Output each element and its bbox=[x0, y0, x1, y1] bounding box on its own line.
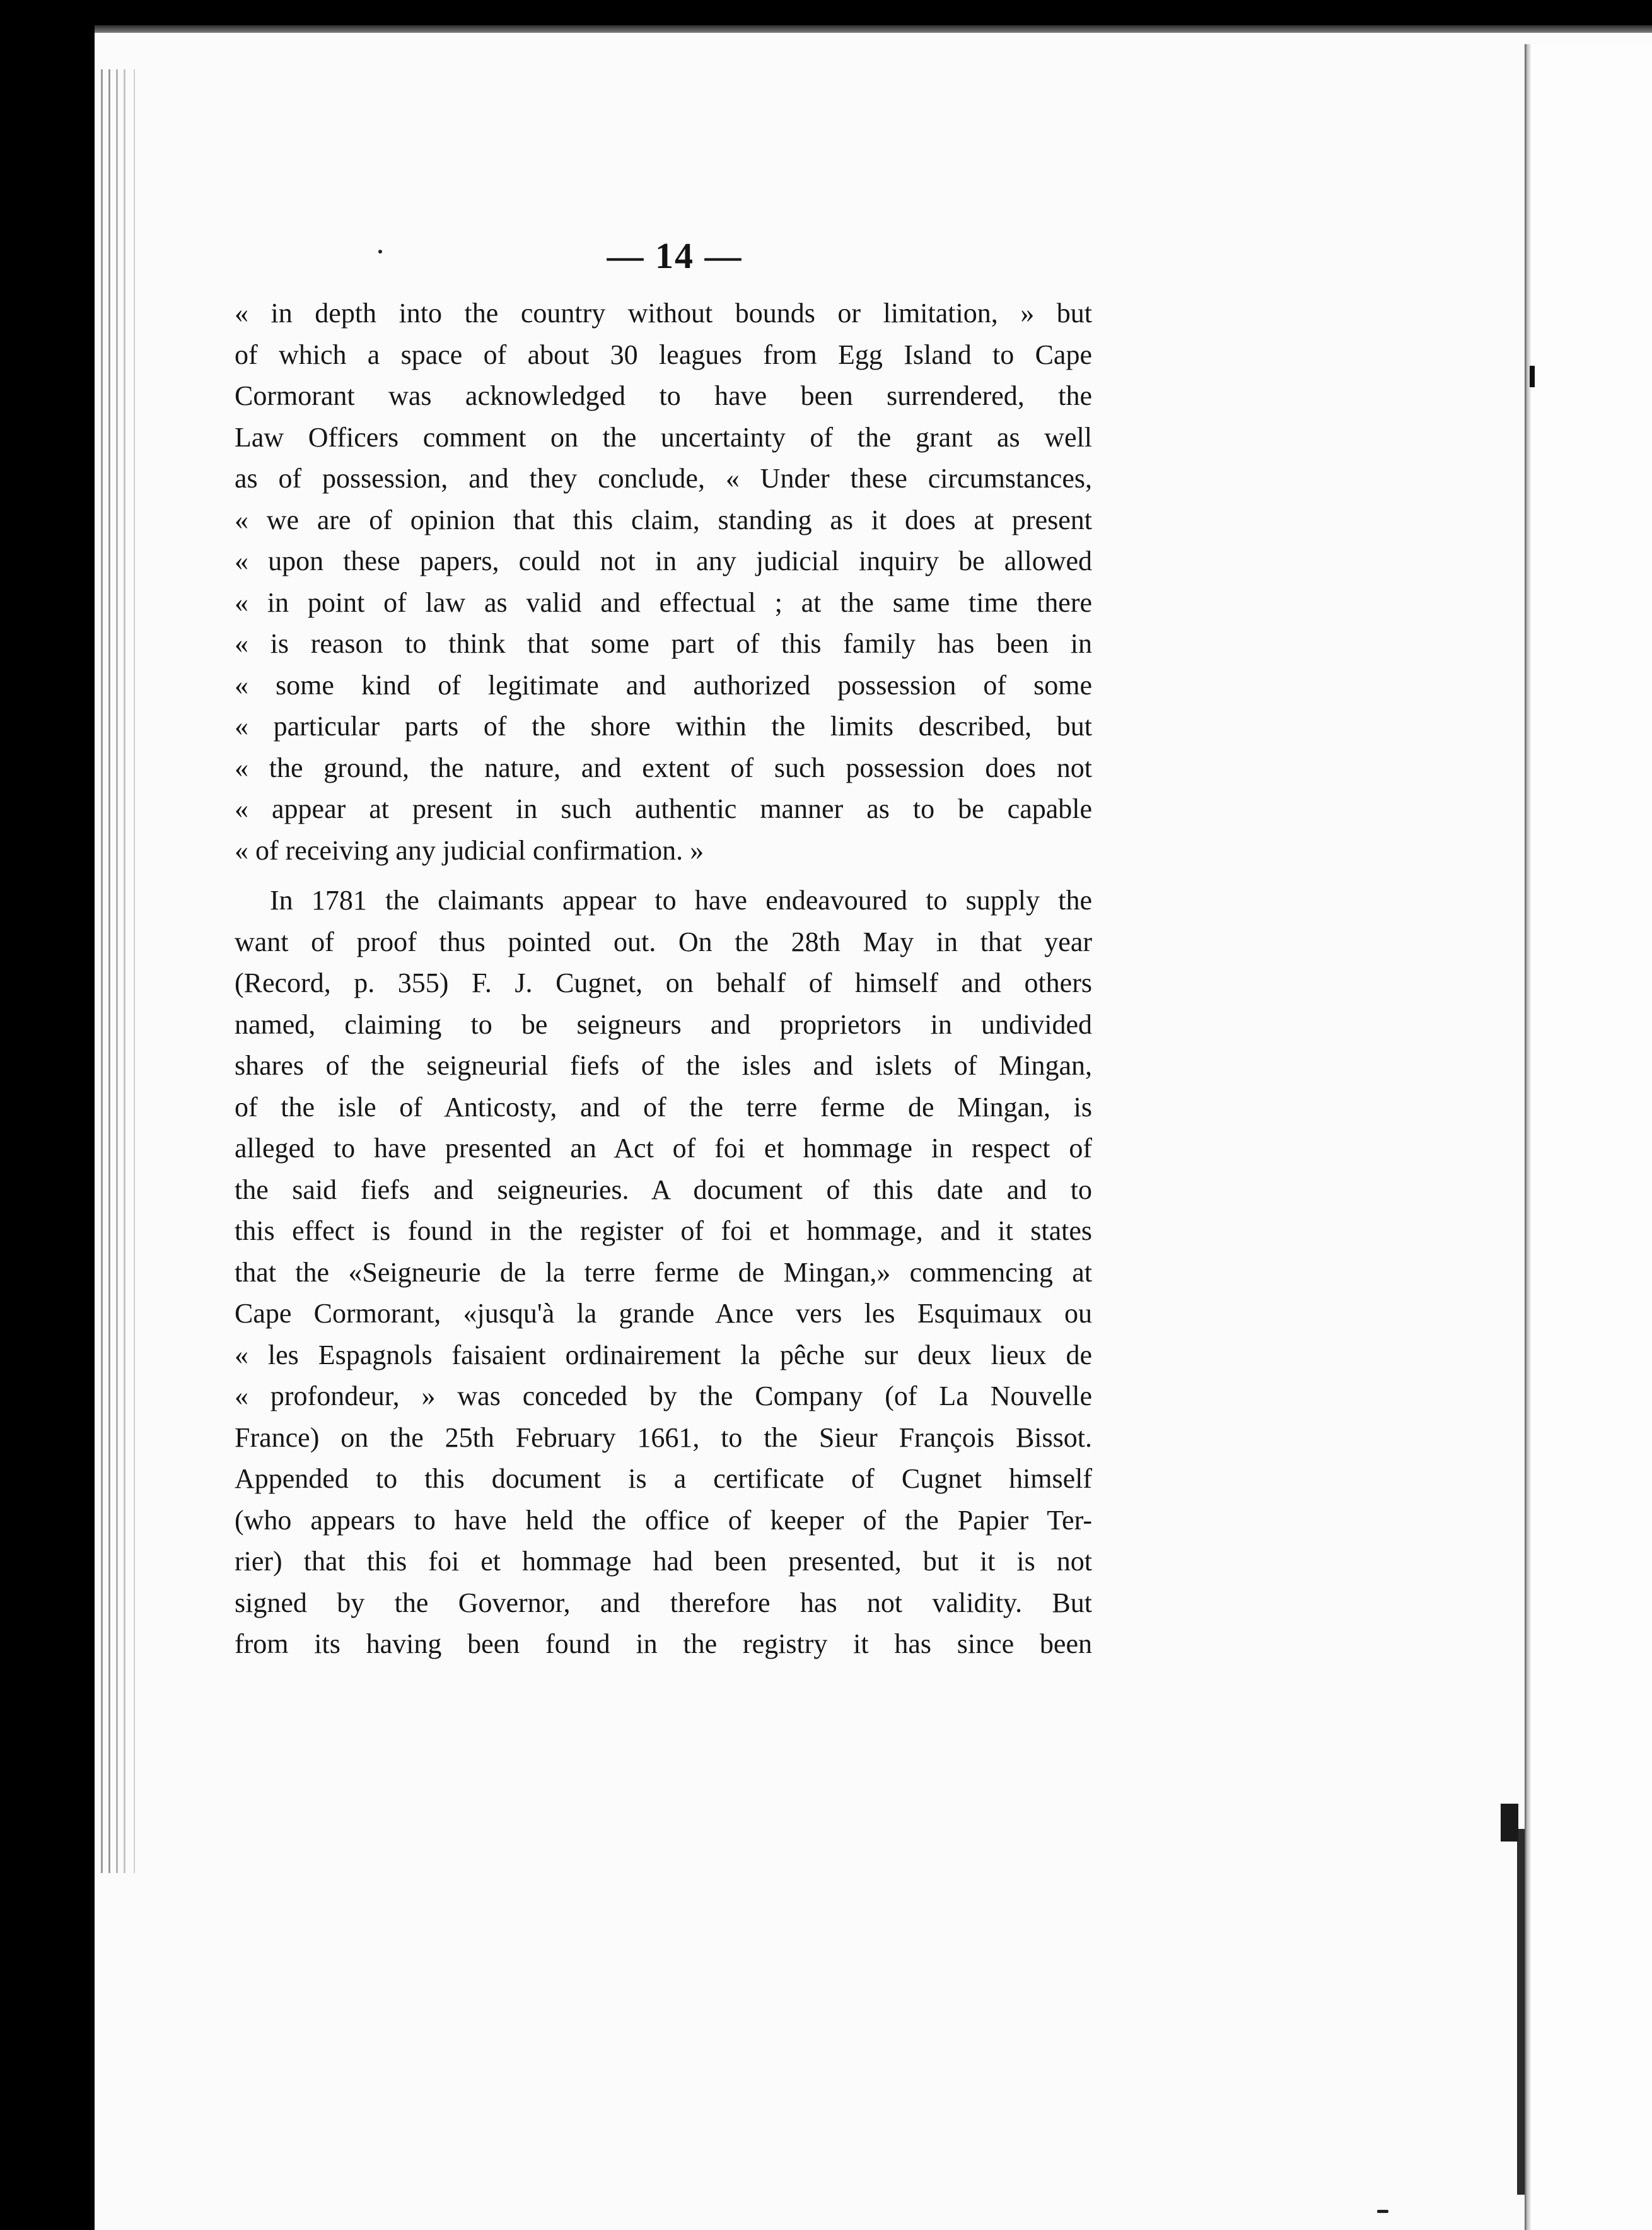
text-line: of which a space of about 30 leagues from Egg Island to Cape bbox=[235, 339, 1092, 370]
text-line: France) on the 25th February 1661, to the Sieur François Bissot. bbox=[235, 1421, 1092, 1453]
text-line: Cormorant was acknowledged to have been surrendered, the bbox=[235, 380, 1092, 411]
page-edge bbox=[116, 69, 118, 1873]
text-line: « of receiving any judicial confirmation. » bbox=[235, 834, 704, 866]
page-edge bbox=[108, 69, 110, 1873]
text-line: « in point of law as valid and effectual ; at the same time there bbox=[235, 587, 1092, 618]
text-line: « in depth into the country without bounds or limitation, » but bbox=[235, 298, 1092, 329]
text-line: shares of the seigneurial fiefs of the isles and islets of Mingan, bbox=[235, 1050, 1092, 1081]
text-line: « appear at present in such authentic manner as to be capable bbox=[235, 793, 1092, 824]
text-line: « is reason to think that some part of this family has been in bbox=[235, 628, 1092, 659]
text-line: alleged to have presented an Act of foi et hommage in respect of bbox=[235, 1133, 1092, 1164]
page-number: — 14 — bbox=[607, 235, 743, 276]
speck bbox=[378, 250, 382, 254]
text-line: want of proof thus pointed out. On the 28th May in that year bbox=[235, 926, 1092, 957]
text-line: that the «Seigneurie de la terre ferme de Mingan,» commencing at bbox=[235, 1256, 1092, 1288]
text-line: Law Officers comment on the uncertainty of the grant as well bbox=[235, 421, 1092, 453]
paragraph-2 bbox=[235, 880, 1092, 1665]
text-line: « some kind of legitimate and authorized possession of some bbox=[235, 669, 1092, 701]
paragraph-1 bbox=[235, 293, 1092, 871]
text-line: « upon these papers, could not in any judicial inquiry be allowed bbox=[235, 546, 1092, 576]
text-line: named, claiming to be seigneurs and proprietors in undivided bbox=[235, 1008, 1092, 1040]
binding-shadow bbox=[1517, 1829, 1525, 2195]
text-line: « the ground, the nature, and extent of such possession does not bbox=[235, 752, 1092, 783]
paragraph-gap bbox=[235, 871, 1092, 880]
page-edge bbox=[101, 69, 103, 1873]
text-line: « we are of opinion that this claim, standing as it does at present bbox=[235, 504, 1092, 535]
text-line: In 1781 the claimants appear to have endeavoured to supply the bbox=[270, 885, 1092, 916]
page-edge bbox=[134, 69, 135, 1873]
text-line: « les Espagnols faisaient ordinairement la pêche sur deux lieux de bbox=[235, 1339, 1092, 1370]
text-line: from its having been found in the registry it has since been bbox=[235, 1628, 1092, 1659]
text-line: the said fiefs and seigneuries. A document of this date and to bbox=[235, 1174, 1092, 1205]
binding-mark bbox=[1530, 366, 1535, 387]
text-line: of the isle of Anticosty, and of the terre ferme de Mingan, is bbox=[235, 1091, 1092, 1123]
text-line: « profondeur, » was conceded by the Company (of La Nouvelle bbox=[235, 1381, 1092, 1411]
page-edge bbox=[124, 69, 125, 1873]
text-line: (who appears to have held the office of keeper of the Papier Ter- bbox=[235, 1504, 1092, 1536]
text-line: rier) that this foi et hommage had been presented, but it is not bbox=[235, 1546, 1092, 1577]
text-line: « particular parts of the shore within the limits described, but bbox=[235, 711, 1092, 742]
speck bbox=[1377, 2210, 1388, 2213]
body-text bbox=[235, 293, 1092, 1665]
text-line: this effect is found in the register of foi et hommage, and it states bbox=[235, 1215, 1092, 1246]
text-line: Appended to this document is a certificate of Cugnet himself bbox=[235, 1463, 1092, 1494]
text-line: as of possession, and they conclude, « Under these circumstances, bbox=[235, 463, 1092, 494]
text-line: (Record, p. 355) F. J. Cugnet, on behalf of himself and others bbox=[235, 967, 1092, 998]
text-line: Cape Cormorant, «jusqu'à la grande Ance vers les Esquimaux ou bbox=[235, 1298, 1092, 1329]
text-line: signed by the Governor, and therefore has not validity. But bbox=[235, 1587, 1092, 1618]
binding-mark bbox=[1501, 1804, 1518, 1842]
facing-page bbox=[1531, 44, 1652, 2230]
